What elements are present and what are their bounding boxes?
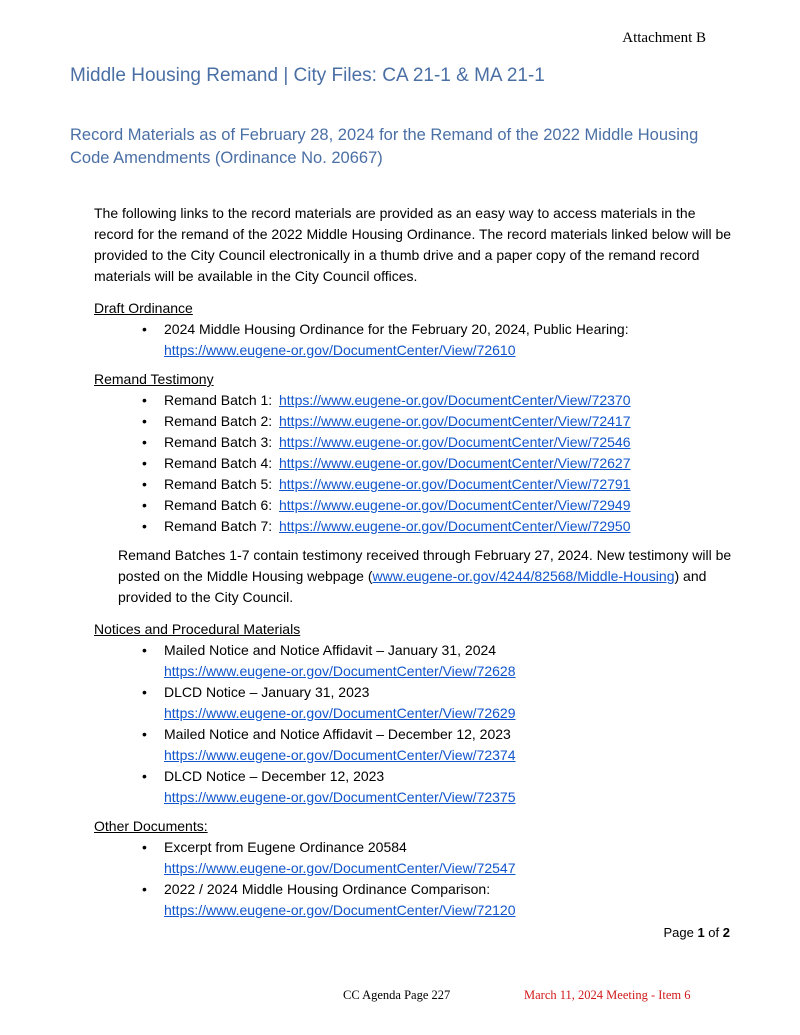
- page-current: 1: [697, 925, 705, 940]
- document-link[interactable]: https://www.eugene-or.gov/DocumentCenter/View/72375: [164, 789, 516, 805]
- list-item-text: 2024 Middle Housing Ordinance for the February 20, 2024, Public Hearing:: [164, 321, 629, 337]
- section-heading-remand-testimony: Remand Testimony: [94, 371, 214, 387]
- page-total: 2: [722, 925, 730, 940]
- other-documents-list: [94, 837, 734, 921]
- batch-label: Remand Batch 5:: [164, 476, 273, 492]
- batch-label: Remand Batch 1:: [164, 392, 273, 408]
- batch-label: Remand Batch 3:: [164, 434, 273, 450]
- document-subtitle: Record Materials as of February 28, 2024 for the Remand of the 2022 Middle Housing Code Amendments (Ordinance No. 20667): [70, 126, 699, 167]
- remand-note: [118, 545, 734, 608]
- remand-testimony-list: [94, 390, 734, 537]
- document-link[interactable]: https://www.eugene-or.gov/DocumentCenter/View/72610: [164, 342, 516, 358]
- list-item: [164, 432, 734, 453]
- document-link[interactable]: https://www.eugene-or.gov/DocumentCenter/View/72627: [279, 455, 631, 471]
- document-link[interactable]: https://www.eugene-or.gov/DocumentCenter/View/72370: [279, 392, 631, 408]
- section-heading-notices: Notices and Procedural Materials: [94, 621, 301, 637]
- remand-note-text: Remand Batches 1-7 contain testimony received through February 27, 2024. New testimony will be posted on the Middle Housing webpage (: [118, 547, 732, 584]
- list-item-text: 2022 / 2024 Middle Housing Ordinance Comparison:: [164, 881, 491, 897]
- agenda-page-footer: CC Agenda Page 227: [343, 988, 451, 1002]
- list-item-text: DLCD Notice – January 31, 2023: [164, 684, 370, 700]
- document-link[interactable]: https://www.eugene-or.gov/DocumentCenter/View/72417: [279, 413, 631, 429]
- document-link[interactable]: https://www.eugene-or.gov/DocumentCenter/View/72628: [164, 663, 516, 679]
- batch-label: Remand Batch 2:: [164, 413, 273, 429]
- intro-paragraph: The following links to the record materials are provided as an easy way to access materials in the record for the remand of the 2022 Middle Housing Ordinance. The record materials linked below will be provided to the City Council electronically in a thumb drive and a paper copy of the remand record materials will be available in the City Council offices.: [94, 205, 732, 284]
- page-prefix: Page: [663, 925, 698, 940]
- list-item: [164, 640, 734, 682]
- list-item-text: Mailed Notice and Notice Affidavit – December 12, 2023: [164, 726, 511, 742]
- list-item-text: DLCD Notice – December 12, 2023: [164, 768, 385, 784]
- list-item-text: Mailed Notice and Notice Affidavit – January 31, 2024: [164, 642, 497, 658]
- list-item: [164, 516, 734, 537]
- document-link[interactable]: https://www.eugene-or.gov/DocumentCenter/View/72547: [164, 860, 516, 876]
- attachment-label: Attachment B: [622, 30, 706, 46]
- section-heading-other-documents: Other Documents:: [94, 818, 208, 834]
- section-heading-draft-ordinance: Draft Ordinance: [94, 300, 193, 316]
- document-body: [94, 203, 734, 929]
- list-item: [164, 495, 734, 516]
- batch-label: Remand Batch 4:: [164, 455, 273, 471]
- list-item: [164, 682, 734, 724]
- document-link[interactable]: https://www.eugene-or.gov/DocumentCenter/View/72546: [279, 434, 631, 450]
- remand-note-text-end: ) and provided to the City Council.: [118, 568, 707, 605]
- list-item: [164, 879, 734, 921]
- batch-label: Remand Batch 7:: [164, 518, 273, 534]
- document-link[interactable]: https://www.eugene-or.gov/DocumentCenter/View/72950: [279, 518, 631, 534]
- middle-housing-webpage-link[interactable]: www.eugene-or.gov/4244/82568/Middle-Housing: [372, 568, 675, 584]
- notices-list: [94, 640, 734, 808]
- list-item: [164, 766, 734, 808]
- list-item-text: Excerpt from Eugene Ordinance 20584: [164, 839, 407, 855]
- list-item: [164, 724, 734, 766]
- page-middle: of: [704, 925, 723, 940]
- list-item: [164, 837, 734, 879]
- draft-ordinance-list: [94, 319, 734, 361]
- list-item: [164, 474, 734, 495]
- meeting-item-footer: March 11, 2024 Meeting - Item 6: [524, 988, 691, 1002]
- document-link[interactable]: https://www.eugene-or.gov/DocumentCenter/View/72949: [279, 497, 631, 513]
- document-link[interactable]: https://www.eugene-or.gov/DocumentCenter/View/72120: [164, 902, 516, 918]
- document-link[interactable]: https://www.eugene-or.gov/DocumentCenter/View/72791: [279, 476, 631, 492]
- list-item: [164, 390, 734, 411]
- list-item: [164, 319, 734, 361]
- document-title: Middle Housing Remand | City Files: CA 21-1 & MA 21-1: [70, 65, 545, 86]
- page-number: [663, 925, 730, 940]
- batch-label: Remand Batch 6:: [164, 497, 273, 513]
- list-item: [164, 411, 734, 432]
- document-link[interactable]: https://www.eugene-or.gov/DocumentCenter/View/72629: [164, 705, 516, 721]
- document-link[interactable]: https://www.eugene-or.gov/DocumentCenter/View/72374: [164, 747, 516, 763]
- list-item: [164, 453, 734, 474]
